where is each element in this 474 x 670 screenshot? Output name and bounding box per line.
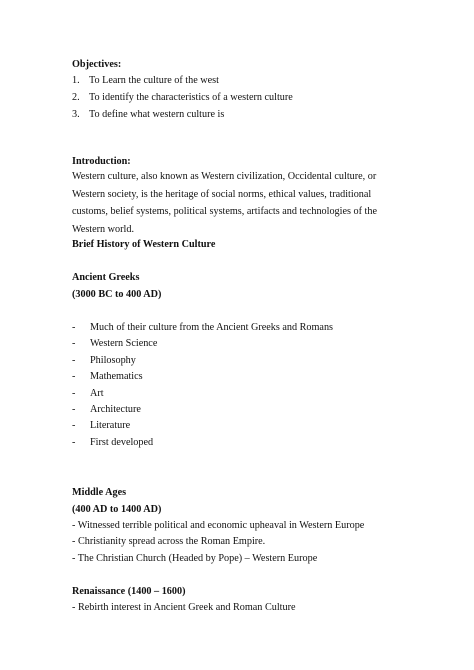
list-item: Mathematics [90,371,143,382]
list-item: Architecture [90,404,141,415]
middle-ages-item: - Witnessed terrible political and economic upheaval in Western Europe [72,520,365,531]
ancient-greeks-heading: Ancient Greeks [72,272,140,283]
introduction-paragraph: Western culture, also known as Western civilization, Occidental culture, or Western society, is the heritage of social norms, ethical values, traditional customs, belief systems, political systems, artifacts and technologies of the Western world. [72,171,377,235]
history-heading: Brief History of Western Culture [72,239,216,250]
list-item: Much of their culture from the Ancient Greeks and Romans [90,322,334,333]
renaissance-heading: Renaissance (1400 – 1600) [72,586,186,597]
objective-item: To Learn the culture of the west [89,75,219,86]
bullet-dash: - [72,437,76,448]
objective-number: 3. [72,109,80,120]
bullet-dash: - [72,355,76,366]
objective-number: 2. [72,92,80,103]
renaissance-item: - Rebirth interest in Ancient Greek and Roman Culture [72,602,296,613]
bullet-dash: - [72,420,76,431]
objective-item: To define what western culture is [89,109,225,120]
introduction-heading: Introduction: [72,156,131,167]
bullet-dash: - [72,338,76,349]
ancient-greeks-period: (3000 BC to 400 AD) [72,289,162,300]
middle-ages-heading: Middle Ages [72,487,127,498]
middle-ages-item: - The Christian Church (Headed by Pope) – Western Europe [72,553,318,564]
bullet-dash: - [72,322,76,333]
middle-ages-period: (400 AD to 1400 AD) [72,504,162,515]
objective-number: 1. [72,75,80,86]
bullet-dash: - [72,371,76,382]
bullet-dash: - [72,388,76,399]
middle-ages-item: - Christianity spread across the Roman Empire. [72,536,266,547]
objective-item: To identify the characteristics of a western culture [89,92,293,103]
list-item: Western Science [90,338,158,349]
list-item: First developed [90,437,154,448]
list-item: Philosophy [90,355,136,366]
bullet-dash: - [72,404,76,415]
list-item: Literature [90,420,131,431]
objectives-heading: Objectives: [72,59,122,70]
list-item: Art [90,388,104,399]
